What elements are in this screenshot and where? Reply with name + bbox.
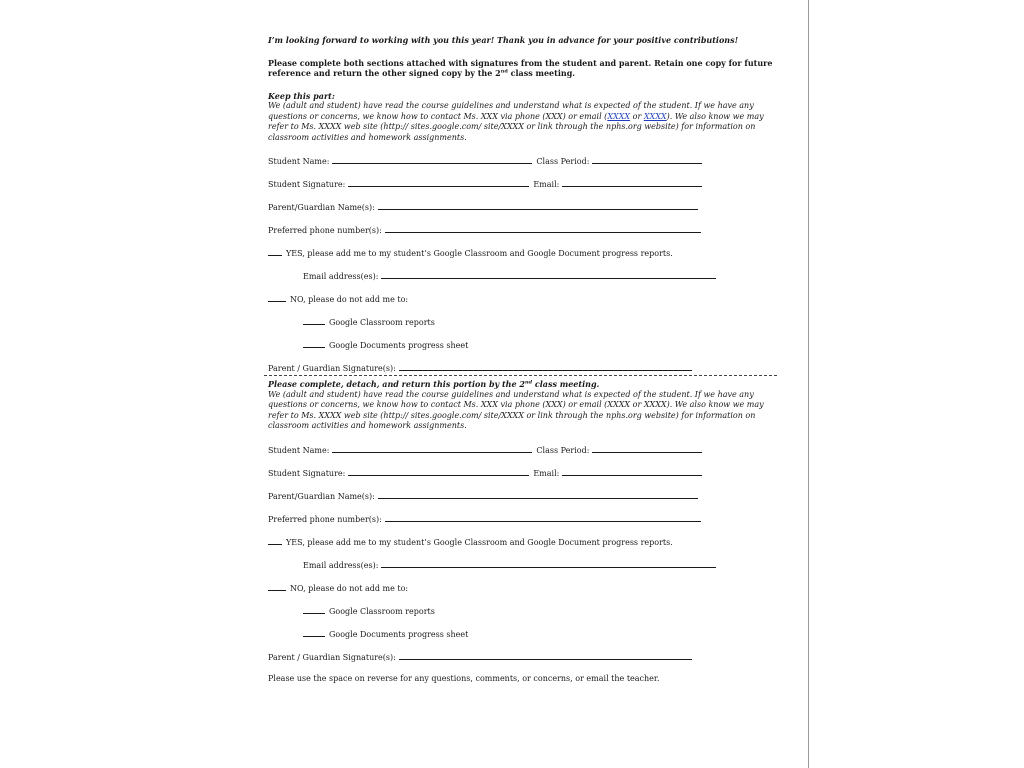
instructions-end: class meeting. [507, 68, 576, 78]
classroom-reports-row [268, 316, 773, 327]
documents-sheet-checkbox-line[interactable] [303, 339, 325, 348]
yes-option-row [268, 247, 773, 258]
email-link-1[interactable]: XXXX [607, 111, 631, 121]
email-addresses-row [268, 270, 773, 281]
student-signature-row [268, 467, 773, 478]
phone-line[interactable] [385, 513, 701, 522]
documents-sheet-row [268, 628, 773, 639]
page-edge [808, 0, 809, 768]
parent-names-line[interactable] [378, 201, 698, 210]
body-end: ). We also know we may refer to Ms. XXXX web site (http:// sites.google.com/ site/XXXX or link through the nphs.org website) for information on classroom activities and homework assignments. [268, 111, 764, 142]
class-period-label: Class Period: [536, 157, 590, 166]
heading-end: class meeting. [532, 379, 600, 389]
no-option-label: NO, please do not add me to: [290, 583, 409, 593]
student-signature-label: Student Signature: [268, 180, 346, 189]
email-label: Email: [533, 180, 560, 189]
email-addresses-line[interactable] [381, 270, 716, 279]
parent-signature-label: Parent / Guardian Signature(s): [268, 364, 396, 373]
phone-label: Preferred phone number(s): [268, 514, 382, 524]
heading-part: Please complete, detach, and return this portion by the 2 [268, 379, 525, 389]
no-option-row [268, 582, 773, 593]
documents-sheet-label: Google Documents progress sheet [329, 629, 469, 639]
student-name-label: Student Name: [268, 157, 330, 166]
no-option-row [268, 293, 773, 304]
class-period-line[interactable] [592, 444, 702, 453]
greeting-text: I’m looking forward to working with you this year! Thank you in advance for your positive contributions! [268, 35, 739, 45]
parent-signature-row [268, 362, 773, 373]
classroom-reports-checkbox-line[interactable] [303, 605, 325, 614]
section-keep-body [268, 101, 773, 143]
section-keep [268, 91, 773, 374]
parent-signature-line[interactable] [399, 362, 692, 371]
yes-checkbox-line[interactable] [268, 247, 282, 256]
student-name-label: Student Name: [268, 445, 330, 455]
no-checkbox-line[interactable] [268, 582, 286, 591]
class-period-line[interactable] [592, 155, 702, 164]
body-part: We (adult and student) have read the course guidelines and understand what is expected of the student. If we have any questions or concerns, we know how to contact Ms. XXX via phone (XXX) or email ( [268, 101, 754, 121]
yes-option-row [268, 536, 773, 547]
email-addresses-row [268, 559, 773, 570]
email-addresses-label: Email address(es): [303, 560, 379, 570]
section-keep-heading: Keep this part: [268, 90, 335, 101]
student-signature-label: Student Signature: [268, 468, 346, 478]
yes-option-label: YES, please add me to my student’s Google Classroom and Google Document progress reports. [286, 537, 673, 547]
body-or: or [630, 111, 644, 121]
documents-sheet-checkbox-line[interactable] [303, 628, 325, 637]
parent-names-label: Parent/Guardian Name(s): [268, 491, 375, 501]
heading-sup: nd [524, 379, 533, 386]
parent-signature-row [268, 651, 773, 662]
email-label: Email: [533, 468, 560, 478]
section-return-body: We (adult and student) have read the course guidelines and understand what is expected of the student. If we have any questions or concerns, we know how to contact Ms. XXX via phone (XXX) or email (XXXX or XXXX). We also know we may refer to Ms. XXXX web site (http:// sites.google.com/ site/XXXX or link through the nphs.org website) for information on classroom activities and homework assignments. [268, 389, 764, 430]
phone-row [268, 224, 773, 235]
parent-signature-line[interactable] [399, 651, 692, 660]
section-return [268, 379, 773, 662]
detach-line [264, 375, 777, 376]
classroom-reports-row [268, 605, 773, 616]
student-name-line[interactable] [332, 444, 532, 453]
no-option-label: NO, please do not add me to: [290, 295, 409, 304]
documents-sheet-row [268, 339, 773, 350]
instructions-part: Please complete both sections attached with signatures from the student and parent. Retain one copy for future reference and return the other signed copy by the 2 [268, 57, 773, 78]
student-name-row [268, 155, 773, 166]
yes-checkbox-line[interactable] [268, 536, 282, 545]
parent-names-row [268, 201, 773, 212]
instructions-text [268, 58, 773, 79]
student-signature-row [268, 178, 773, 189]
phone-label: Preferred phone number(s): [268, 226, 382, 235]
email-link-2[interactable]: XXXX [643, 111, 667, 121]
classroom-reports-checkbox-line[interactable] [303, 316, 325, 325]
student-name-line[interactable] [332, 155, 532, 164]
email-addresses-label: Email address(es): [303, 272, 379, 281]
no-checkbox-line[interactable] [268, 293, 286, 302]
class-period-label: Class Period: [536, 445, 590, 455]
section-return-heading [268, 379, 773, 390]
footer-note: Please use the space on reverse for any questions, comments, or concerns, or email the teacher. [268, 673, 660, 683]
email-line[interactable] [562, 467, 702, 476]
email-line[interactable] [562, 178, 702, 187]
student-name-row [268, 444, 773, 455]
classroom-reports-label: Google Classroom reports [329, 606, 435, 616]
student-signature-line[interactable] [348, 178, 529, 187]
parent-signature-label: Parent / Guardian Signature(s): [268, 652, 396, 662]
phone-line[interactable] [385, 224, 701, 233]
document-page [268, 35, 773, 685]
parent-names-line[interactable] [378, 490, 698, 499]
phone-row [268, 513, 773, 524]
yes-option-label: YES, please add me to my student’s Google Classroom and Google Document progress reports. [286, 249, 673, 258]
email-addresses-line[interactable] [381, 559, 716, 568]
parent-names-label: Parent/Guardian Name(s): [268, 203, 375, 212]
instructions-sup: nd [500, 68, 508, 75]
documents-sheet-label: Google Documents progress sheet [329, 341, 469, 350]
classroom-reports-label: Google Classroom reports [329, 318, 435, 327]
student-signature-line[interactable] [348, 467, 529, 476]
parent-names-row [268, 490, 773, 501]
